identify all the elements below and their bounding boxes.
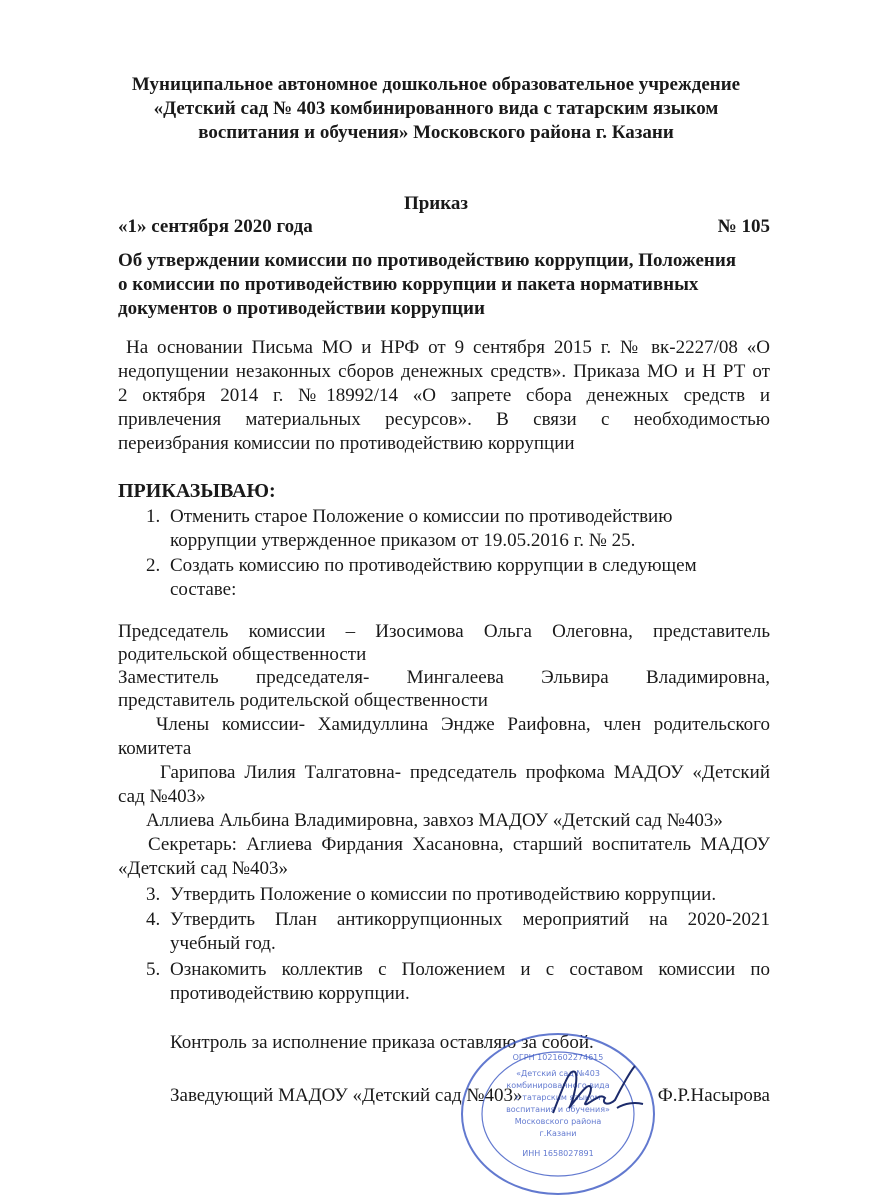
signatory-position: Заведующий МАДОУ «Детский сад №403» bbox=[170, 1085, 523, 1106]
commission-member: Аллиева Альбина Владимировна, завхоз МАДОУ «Детский сад №403» bbox=[146, 810, 723, 831]
svg-text:ИНН 1658027891: ИНН 1658027891 bbox=[522, 1149, 594, 1158]
item-text: коррупции утвержденное приказом от 19.05.2016 г. № 25. bbox=[170, 530, 636, 551]
org-name-line-1: Муниципальное автономное дошкольное образовательное учреждение bbox=[131, 74, 741, 95]
control-statement: Контроль за исполнение приказа оставляю за собой. bbox=[170, 1032, 594, 1053]
item-number: 5. bbox=[146, 959, 161, 980]
handwritten-signature bbox=[545, 1058, 645, 1128]
item-text: Утвердить Положение о комиссии по противодействию коррупции. bbox=[170, 884, 717, 905]
item-text: составе: bbox=[170, 579, 237, 600]
commission-chair: родительской общественности bbox=[118, 644, 367, 665]
item-number: 4. bbox=[146, 909, 161, 930]
item-text: Отменить старое Положение о комиссии по противодействию bbox=[170, 506, 673, 527]
item-text: противодействию коррупции. bbox=[170, 983, 410, 1004]
commission-member: Гарипова Лилия Талгатовна- председатель профкома МАДОУ «Детский bbox=[160, 762, 770, 783]
svg-text:ОГРН 1021602274615: ОГРН 1021602274615 bbox=[512, 1053, 604, 1062]
commission-chair: Председатель комиссии – Изосимова Ольга Олеговна, представитель bbox=[118, 621, 770, 642]
org-name-line-2: «Детский сад № 403 комбинированного вида с татарским языком bbox=[153, 98, 719, 119]
svg-text:с татарским языком: с татарским языком bbox=[515, 1093, 601, 1102]
preamble-line: переизбрания комиссии по противодействию коррупции bbox=[118, 433, 575, 454]
svg-text:г.Казани: г.Казани bbox=[539, 1129, 577, 1138]
commission-secretary: Секретарь: Аглиева Фирдания Хасановна, старший воспитатель МАДОУ bbox=[148, 834, 770, 855]
order-subject-line: документов о противодействии коррупции bbox=[118, 298, 485, 319]
order-subject-line: о комиссии по противодействию коррупции и пакета нормативных bbox=[118, 274, 699, 295]
order-subject-line: Об утверждении комиссии по противодействию коррупции, Положения bbox=[118, 250, 737, 271]
item-number: 3. bbox=[146, 884, 161, 905]
order-number: № 105 bbox=[717, 216, 770, 237]
commission-deputy: Заместитель председателя- Мингалеева Эльвира Владимировна, bbox=[118, 667, 770, 688]
order-word: ПРИКАЗЫВАЮ: bbox=[118, 480, 276, 502]
item-text: Создать комиссию по противодействию коррупции в следующем bbox=[170, 555, 697, 576]
signatory-name: Ф.Р.Насырова bbox=[657, 1085, 770, 1106]
item-text: Утвердить План антикоррупционных мероприятий на 2020-2021 bbox=[170, 909, 770, 930]
commission-deputy: представитель родительской общественности bbox=[118, 690, 488, 711]
preamble-line: привлечения материальных ресурсов». В связи с необходимостью bbox=[118, 409, 770, 430]
preamble-line: На основании Письма МО и НРФ от 9 сентября 2015 г. № вк-2227/08 «О bbox=[126, 337, 770, 358]
org-name-line-3: воспитания и обучения» Московского района г. Казани bbox=[198, 122, 674, 143]
item-text: учебный год. bbox=[170, 933, 276, 954]
commission-member: сад №403» bbox=[118, 786, 206, 807]
item-number: 2. bbox=[146, 555, 161, 576]
commission-members: комитета bbox=[118, 738, 192, 759]
item-number: 1. bbox=[146, 506, 161, 527]
item-text: Ознакомить коллектив с Положением и с составом комиссии по bbox=[170, 959, 770, 980]
svg-text:воспитания и обучения»: воспитания и обучения» bbox=[506, 1105, 610, 1114]
order-title: Приказ bbox=[403, 193, 469, 214]
preamble-line: 2 октября 2014 г. №18992/14 «О запрете сбора денежных средств и bbox=[118, 385, 770, 406]
svg-text:«Детский сад №403: «Детский сад №403 bbox=[516, 1069, 600, 1078]
preamble-line: недопущении незаконных сборов денежных средств». Приказа МО и Н РТ от bbox=[118, 361, 770, 382]
svg-text:комбинированного вида: комбинированного вида bbox=[506, 1081, 610, 1090]
commission-members: Члены комиссии- Хамидуллина Эндже Раифовна, член родительского bbox=[156, 714, 770, 735]
order-date: «1» сентября 2020 года bbox=[118, 216, 313, 237]
commission-secretary: «Детский сад №403» bbox=[118, 858, 289, 879]
svg-text:Московского района: Московского района bbox=[514, 1117, 602, 1126]
